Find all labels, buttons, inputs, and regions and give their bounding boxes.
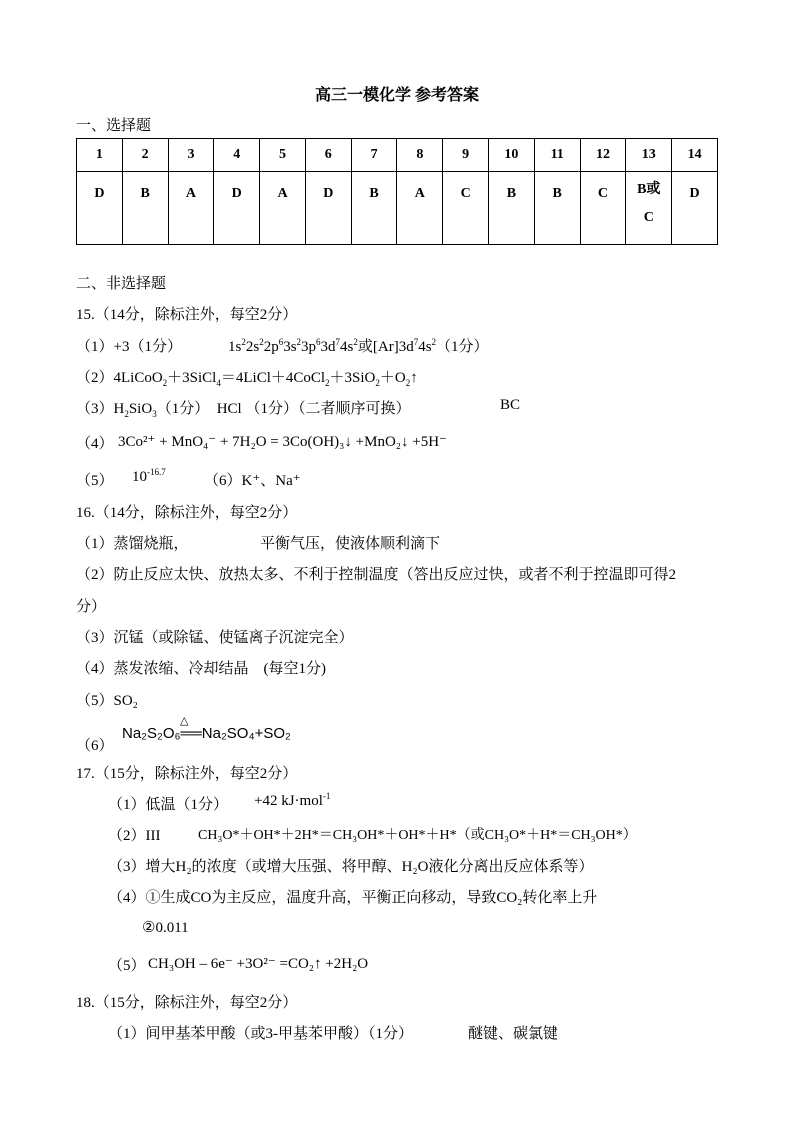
q15-line5-value: $10^{-16.7}$ (132, 467, 166, 485)
question-number: 1 (77, 139, 123, 172)
answer-cell: A (260, 172, 306, 245)
section-heading-nonchoice: 二、非选择题 (76, 276, 167, 292)
q17-line2-b: CH₃O*＋OH*＋2H*＝CH₃OH*＋OH*＋H*（或CH₃O*＋H*＝CH₃OH*） (198, 828, 637, 843)
question-number: 9 (443, 139, 489, 172)
answer-cell: D (305, 172, 351, 245)
page-title: 高三一模化学 参考答案 (314, 87, 479, 104)
question-number: 4 (214, 139, 260, 172)
section-heading-choice: 一、选择题 (76, 118, 152, 134)
question-number: 6 (305, 139, 351, 172)
q16-heading: 16.（14分，除标注外，每空2分） (76, 505, 298, 521)
q15-line4-label: （4） (76, 436, 114, 452)
question-number: 13 (626, 139, 672, 172)
q17-line1-b: +42 kJ·mol$^{-1}$ (254, 791, 331, 809)
question-number: 3 (168, 139, 214, 172)
q15-line5-label: （5） (76, 473, 114, 489)
answer-table-number-row (77, 139, 718, 172)
q16-line4: （4）蒸发浓缩、冷却结晶 (每空1分) (76, 661, 326, 677)
question-number: 10 (489, 139, 535, 172)
answer-cell: D (214, 172, 260, 245)
q17-line5-equation: CH₃OH – 6e⁻ +3O²⁻ =CO₂↑ +2H₂O (148, 956, 369, 972)
answer-cell: B (351, 172, 397, 245)
question-number: 2 (122, 139, 168, 172)
q15-line3-a: $(3)H_2SiO_3(1$分） HCl （1分）（二者顺序可换） (76, 401, 411, 419)
answer-cell: B (534, 172, 580, 245)
q15-line4-equation: 3Co²⁺ + MnO₄⁻ + 7H₂O = 3Co(OH)₃↓ +MnO₂↓ +5H⁻ (118, 434, 447, 450)
answer-table (76, 138, 718, 245)
answer-cell: D (672, 172, 718, 245)
q15-line1-a: （1）+3（1分） (76, 339, 182, 355)
q16-line1-a: （1）蒸馏烧瓶， (76, 536, 189, 552)
q15-line2: $(2)4LiCoO_2+3SiCl_4=4LiCl+4CoCl_2+3SiO_2+O_2↑$ (76, 370, 418, 388)
q18-line1-b: 醚键、碳氯键 (468, 1026, 559, 1042)
answer-cell: C (580, 172, 626, 245)
answer-cell: B (489, 172, 535, 245)
q16-line5: （5）SO₂ (76, 693, 138, 709)
q15-line3-b: BC (500, 397, 521, 413)
heat-symbol: △ (180, 715, 189, 727)
q17-line4-b: ②0.011 (142, 920, 189, 936)
question-number: 14 (672, 139, 718, 172)
answer-cell: A (168, 172, 214, 245)
q17-line5-label: （5） (108, 958, 146, 974)
answer-cell: B或C (626, 172, 672, 245)
q16-line1-b: 平衡气压，使液体顺利滴下 (260, 536, 441, 552)
answer-cell: B (122, 172, 168, 245)
answer-table-answer-row (77, 172, 718, 245)
q16-line6-label: （6） (76, 738, 114, 754)
q17-line3: （3）增大H₂的浓度（或增大压强、将甲醇、H₂O液化分离出反应体系等） (108, 859, 594, 875)
q16-line3: （3）沉锰（或除锰、使锰离子沉淀完全） (76, 630, 354, 646)
question-number: 12 (580, 139, 626, 172)
q16-line2-cont: 分） (76, 599, 107, 615)
answer-cell: A (397, 172, 443, 245)
q17-line2-a: （2）III (108, 828, 161, 844)
q17-heading: 17.（15分，除标注外，每空2分） (76, 766, 298, 782)
q17-line4-a: （4）①生成CO为主反应，温度升高，平衡正向移动，导致CO₂转化率上升 (108, 890, 598, 906)
q15-heading: 15.（14分，除标注外，每空2分） (76, 307, 298, 323)
question-number: 11 (534, 139, 580, 172)
q18-heading: 18.（15分，除标注外，每空2分） (76, 995, 298, 1011)
q15-line6: （6）K⁺、Na⁺ (204, 473, 301, 489)
answer-cell: C (443, 172, 489, 245)
q16-line6-equation: Na₂S₂O₆══Na₂SO₄+SO₂ (122, 725, 291, 742)
question-number: 7 (351, 139, 397, 172)
q16-line2: （2）防止反应太快、放热太多、不利于控制温度（答出反应过快，或者不利于控温即可得2 (76, 567, 677, 583)
question-number: 8 (397, 139, 443, 172)
answer-cell: D (77, 172, 123, 245)
q18-line1-a: （1）间甲基苯甲酸（或3-甲基苯甲酸）（1分） (108, 1026, 413, 1042)
question-number: 5 (260, 139, 306, 172)
q17-line1-a: （1）低温（1分） (108, 797, 229, 813)
q15-line1-b: $1s^22s^22p^63s^23p^63d^74s^2$或$[Ar]3d^74s^2(1$分） (228, 337, 489, 355)
